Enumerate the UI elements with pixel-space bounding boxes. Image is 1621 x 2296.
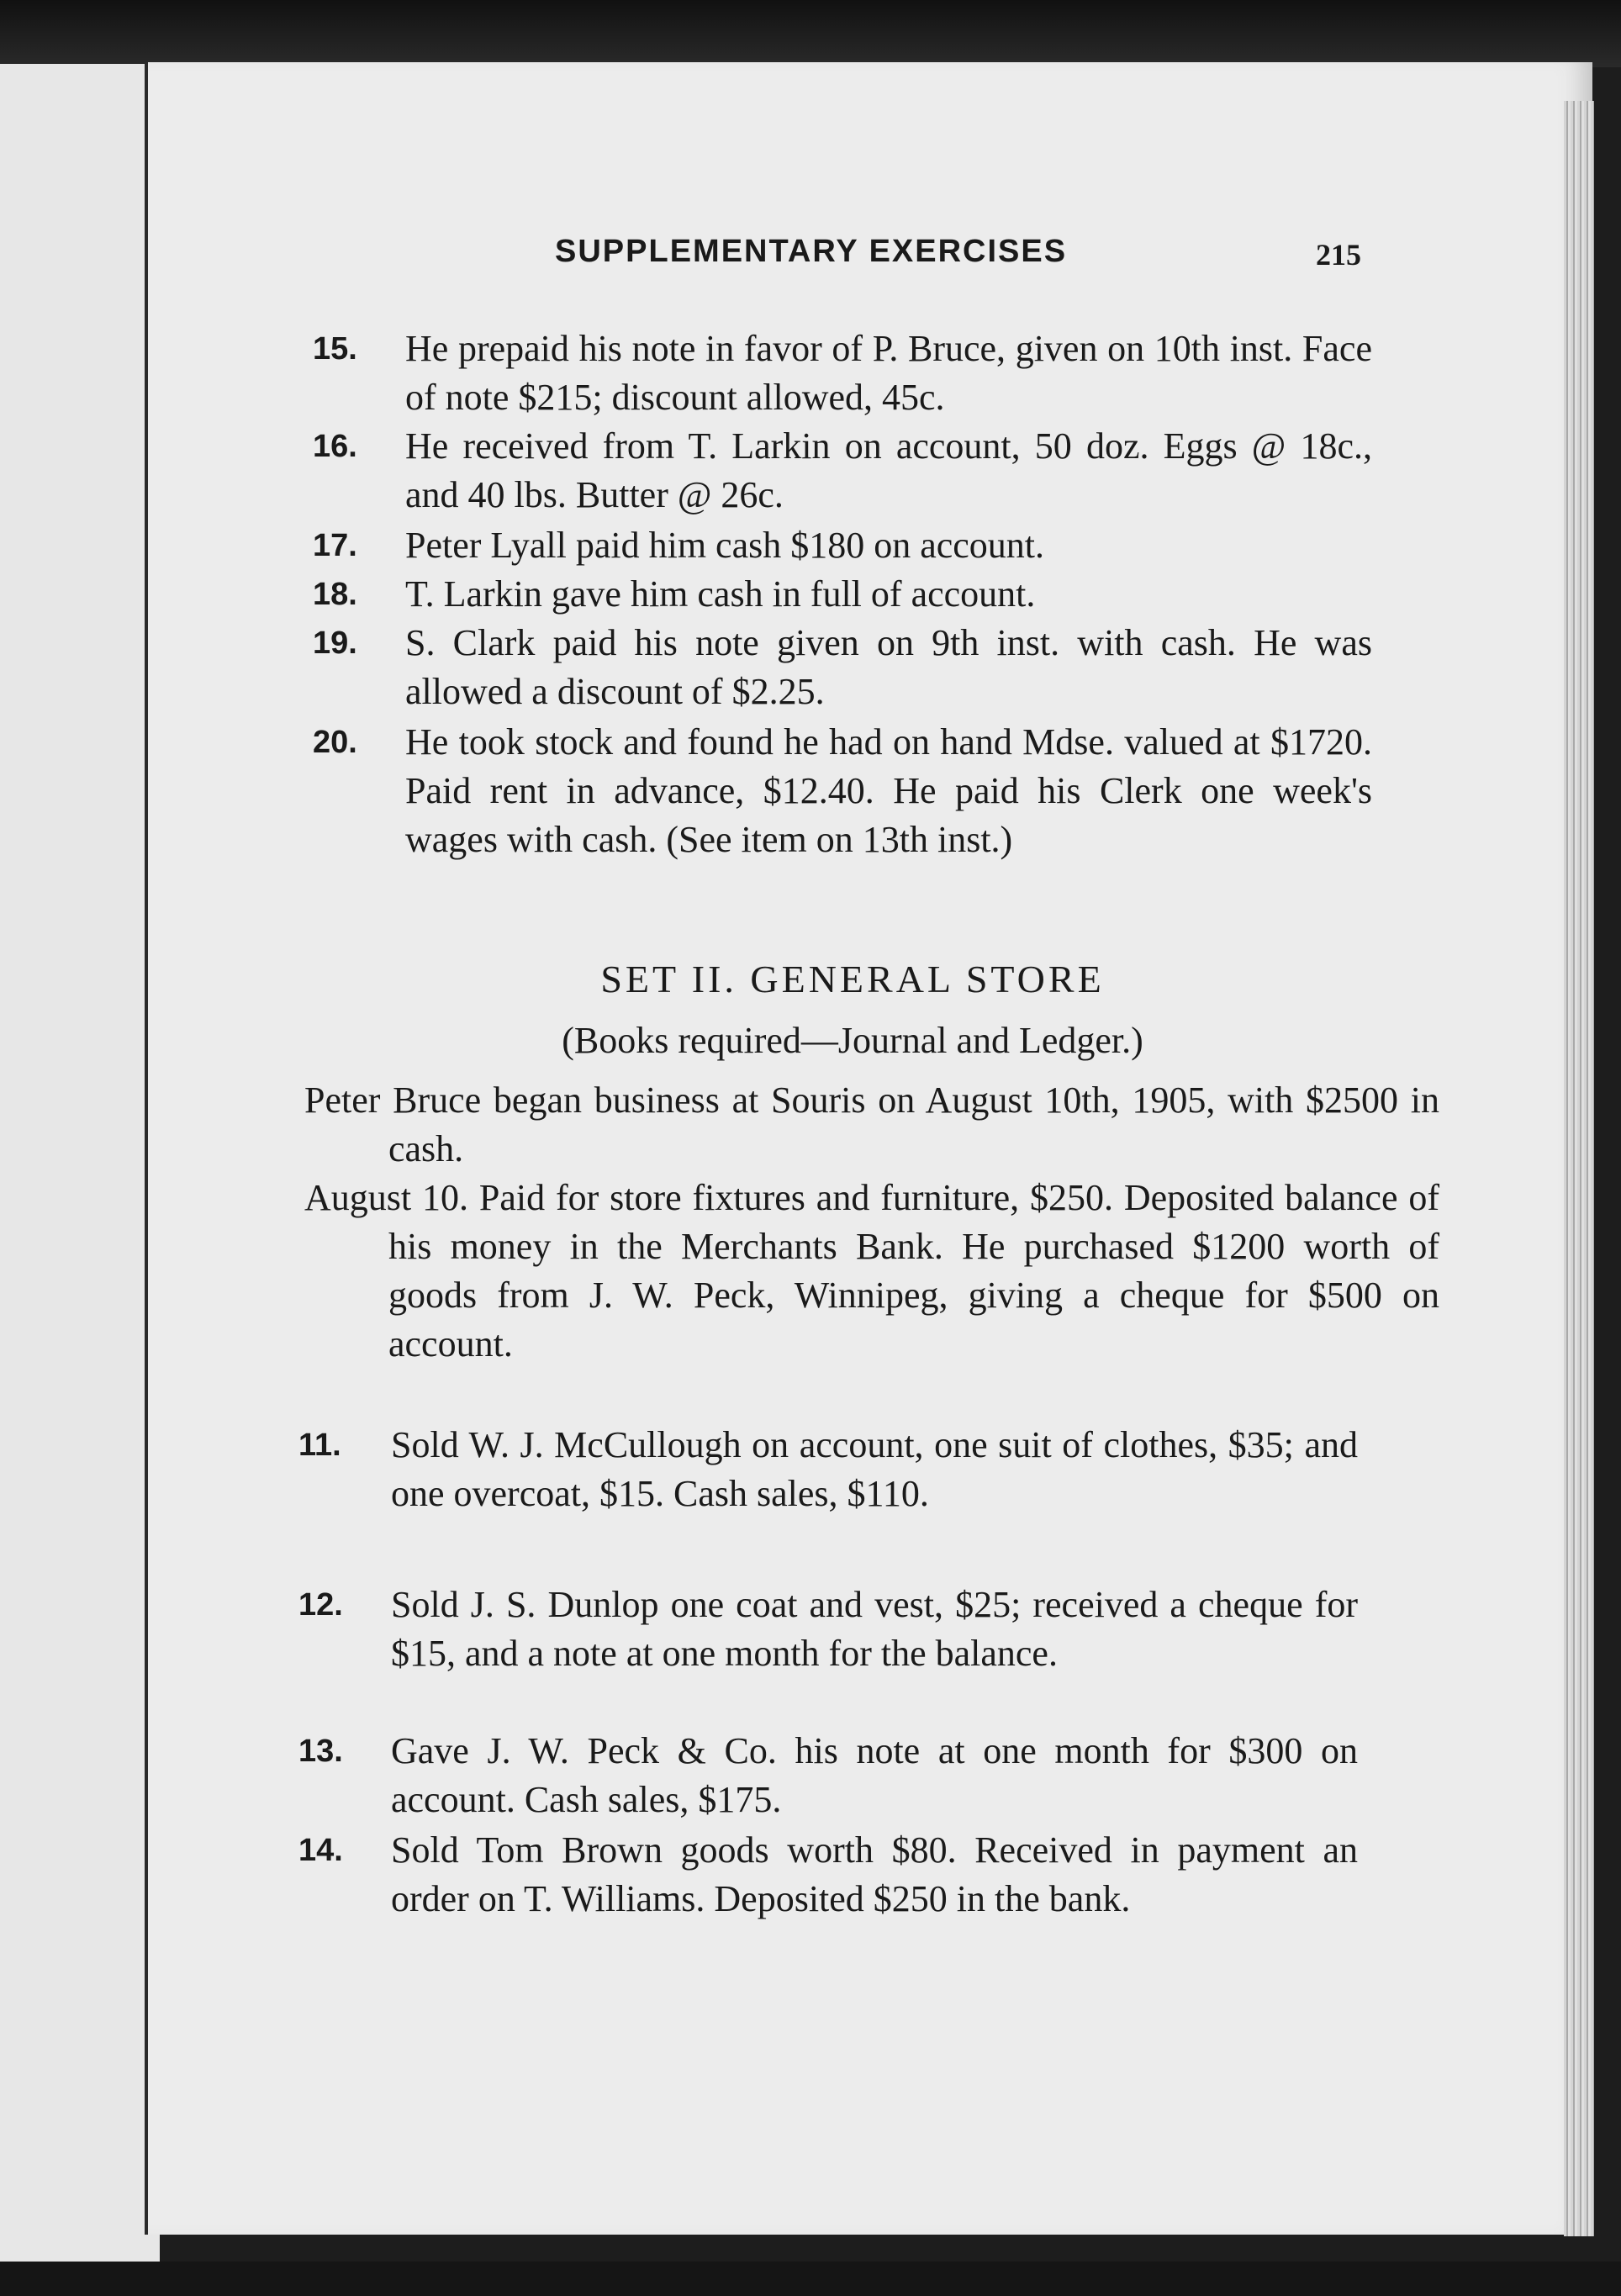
item-number: 12. (298, 1587, 343, 1623)
scan-border-bottom (0, 2262, 1621, 2296)
item-text: He prepaid his note in favor of P. Bruce, given on 10th inst. Face of note $215; discount allowed, 45c. (405, 328, 1372, 418)
page-header (0, 234, 1621, 284)
item-number: 16. (313, 429, 357, 464)
page-stack-edge (1564, 101, 1594, 2236)
item-text: T. Larkin gave him cash in full of account. (405, 573, 1036, 615)
set-heading: SET II. GENERAL STORE (600, 958, 1105, 1000)
item-text: He received from T. Larkin on account, 50 doz. Eggs @ 18c., and 40 lbs. Butter @ 26c. (405, 425, 1372, 515)
item-number: 13. (298, 1734, 343, 1769)
item-text: S. Clark paid his note given on 9th inst. with cash. He was allowed a discount of $2.25. (405, 622, 1372, 712)
item-number: 14. (298, 1833, 343, 1868)
item-number: 11. (298, 1428, 341, 1463)
intro-paragraph: Peter Bruce began business at Souris on August 10th, 1905, with $2500 in cash. (304, 1079, 1439, 1169)
item-text: Sold W. J. McCullough on account, one suit of clothes, $35; and one overcoat, $15. Cash sales, $110. (391, 1424, 1358, 1514)
facing-page-edge (0, 64, 160, 2262)
set-subheading: (Books required—Journal and Ledger.) (562, 1020, 1143, 1061)
august-10-entry: August 10. Paid for store fixtures and furniture, $250. Deposited balance of his money in the Merchants Bank. He purchased $1200 worth of goods from J. W. Peck, Winnipeg, giving a cheque for $500 on account. (304, 1177, 1439, 1364)
item-text: Sold J. S. Dunlop one coat and vest, $25; received a cheque for $15, and a note at one month for the balance. (391, 1584, 1358, 1674)
scan-border-top (0, 0, 1621, 67)
item-text: Sold Tom Brown goods worth $80. Received in payment an order on T. Williams. Deposited $250 in the bank. (391, 1829, 1358, 1919)
page-number: 215 (1316, 238, 1361, 272)
item-number: 18. (313, 577, 357, 612)
item-text: Peter Lyall paid him cash $180 on account. (405, 525, 1045, 566)
item-text: Gave J. W. Peck & Co. his note at one month for $300 on account. Cash sales, $175. (391, 1730, 1358, 1820)
item-number: 19. (313, 625, 357, 661)
running-title: SUPPLEMENTARY EXERCISES (555, 234, 1068, 269)
item-number: 15. (313, 331, 357, 367)
item-number: 17. (313, 528, 357, 563)
item-text: He took stock and found he had on hand Mdse. valued at $1720. Paid rent in advance, $12.40. He paid his Clerk one week's wages with cash. (See item on 13th inst.) (405, 721, 1372, 860)
item-number: 20. (313, 725, 357, 760)
